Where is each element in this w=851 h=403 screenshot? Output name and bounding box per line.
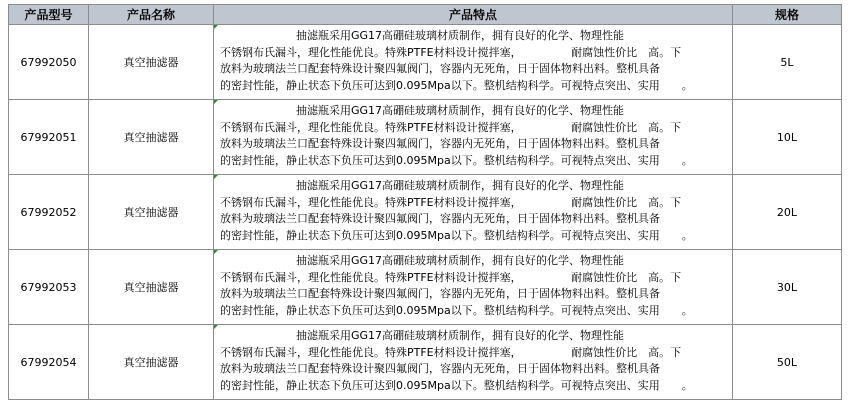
header-model: 产品型号: [9, 5, 89, 25]
feature-line: 抽滤瓶采用GG17高硼硅玻璃材质制作，拥有良好的化学、物理性能: [296, 329, 625, 342]
table-row: [9, 325, 842, 400]
cell-model: 67992053: [9, 250, 89, 325]
cell-name: 真空抽滤器: [89, 325, 214, 400]
cell-comment-marker: [214, 25, 218, 29]
cell-name: 真空抽滤器: [89, 250, 214, 325]
cell-comment-marker: [214, 100, 218, 104]
header-features: 产品特点: [214, 5, 733, 25]
feature-line: 抽滤瓶采用GG17高硼硅玻璃材质制作，拥有良好的化学、物理性能: [296, 104, 625, 117]
feature-line: 的密封性能，静止状态下负压可达到0.095Mpa以下。整机结构科学。可视特点突出、实用 。: [220, 378, 693, 392]
cell-features: [214, 325, 733, 400]
header-spec: 规格: [733, 5, 842, 25]
table-row: [9, 25, 842, 100]
cell-comment-marker: [214, 250, 218, 254]
feature-line: 不锈钢布氏漏斗，理化性能优良。特殊PTFE材料设计搅拌塞， 耐腐蚀性价比 高。下: [220, 195, 682, 209]
cell-model: 67992052: [9, 175, 89, 250]
table-row: [9, 250, 842, 325]
feature-line: 不锈钢布氏漏斗，理化性能优良。特殊PTFE材料设计搅拌塞， 耐腐蚀性价比 高。下: [220, 120, 682, 134]
cell-spec: 20L: [733, 175, 842, 250]
cell-spec: 10L: [733, 100, 842, 175]
cell-model: 67992051: [9, 100, 89, 175]
feature-line: 抽滤瓶采用GG17高硼硅玻璃材质制作，拥有良好的化学、物理性能: [296, 254, 625, 267]
table-row: [9, 175, 842, 250]
feature-line: 放料为玻璃法兰口配套特殊设计聚四氟阀门，容器内无死角，日于固体物料出料。整机具备: [220, 362, 660, 375]
cell-features: [214, 175, 733, 250]
cell-model: 67992054: [9, 325, 89, 400]
cell-spec: 50L: [733, 325, 842, 400]
feature-line: 放料为玻璃法兰口配套特殊设计聚四氟阀门，容器内无死角，日于固体物料出料。整机具备: [220, 287, 660, 300]
cell-spec: 30L: [733, 250, 842, 325]
feature-line: 不锈钢布氏漏斗，理化性能优良。特殊PTFE材料设计搅拌塞， 耐腐蚀性价比 高。下: [220, 270, 682, 284]
cell-model: 67992050: [9, 25, 89, 100]
feature-line: 的密封性能，静止状态下负压可达到0.095Mpa以下。整机结构科学。可视特点突出、实用 。: [220, 228, 693, 242]
product-table: [8, 4, 842, 400]
feature-line: 的密封性能，静止状态下负压可达到0.095Mpa以下。整机结构科学。可视特点突出、实用 。: [220, 78, 693, 92]
feature-line: 抽滤瓶采用GG17高硼硅玻璃材质制作，拥有良好的化学、物理性能: [296, 29, 625, 42]
feature-line: 放料为玻璃法兰口配套特殊设计聚四氟阀门，容器内无死角，日于固体物料出料。整机具备: [220, 137, 660, 150]
table-row: [9, 100, 842, 175]
cell-features: [214, 25, 733, 100]
cell-features: [214, 100, 733, 175]
cell-name: 真空抽滤器: [89, 100, 214, 175]
cell-features: [214, 250, 733, 325]
feature-line: 抽滤瓶采用GG17高硼硅玻璃材质制作，拥有良好的化学、物理性能: [296, 179, 625, 192]
feature-line: 不锈钢布氏漏斗，理化性能优良。特殊PTFE材料设计搅拌塞， 耐腐蚀性价比 高。下: [220, 345, 682, 359]
feature-line: 的密封性能，静止状态下负压可达到0.095Mpa以下。整机结构科学。可视特点突出、实用 。: [220, 153, 693, 167]
cell-spec: 5L: [733, 25, 842, 100]
feature-line: 的密封性能，静止状态下负压可达到0.095Mpa以下。整机结构科学。可视特点突出、实用 。: [220, 303, 693, 317]
cell-name: 真空抽滤器: [89, 25, 214, 100]
cell-name: 真空抽滤器: [89, 175, 214, 250]
table-header-row: [9, 5, 842, 25]
feature-line: 不锈钢布氏漏斗，理化性能优良。特殊PTFE材料设计搅拌塞， 耐腐蚀性价比 高。下: [220, 45, 682, 59]
header-name: 产品名称: [89, 5, 214, 25]
cell-comment-marker: [214, 175, 218, 179]
cell-comment-marker: [214, 325, 218, 329]
product-table-container: [8, 4, 842, 400]
feature-line: 放料为玻璃法兰口配套特殊设计聚四氟阀门，容器内无死角，日于固体物料出料。整机具备: [220, 62, 660, 75]
feature-line: 放料为玻璃法兰口配套特殊设计聚四氟阀门，容器内无死角，日于固体物料出料。整机具备: [220, 212, 660, 225]
